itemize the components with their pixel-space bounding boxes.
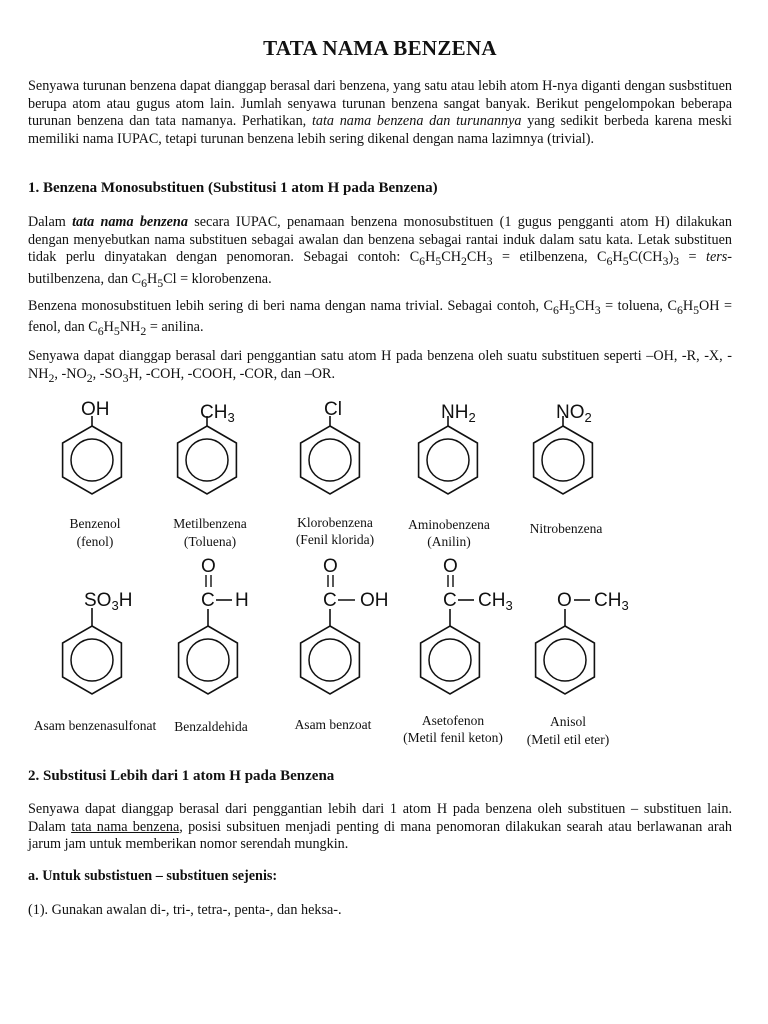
section1-paragraph-3: Senyawa dapat dianggap berasal dari penggantian satu atom H pada benzena oleh suatu substituen seperti –OH, -R, -X, $-NH_2$, $-NO_2$, $-SO_3H$, -COH, -COOH, -COR, dan –OR. — [28, 348, 732, 385]
chlorobenzene-structure — [296, 399, 374, 547]
s2p1-a: Senyawa dapat dianggap berasal dari penggantian lebih dari 1 atom H pada benzena oleh substituen – substituen lain. Dalam — [28, 801, 732, 835]
section2-heading: 2. Substitusi Lebih dari 1 atom H pada Benzena — [28, 768, 335, 784]
benzaldehyde-structure — [174, 556, 248, 734]
s1p1-end: = etilbenzena, — [492, 249, 588, 266]
section2-item-1: (1). Gunakan awalan di-, tri-, tetra-, penta-, dan heksa-. — [28, 902, 342, 918]
chlorobenzene-alt: (Fenil klorida) — [295, 532, 375, 547]
anisole-structure — [527, 590, 629, 747]
s1p1-a: Dalam — [28, 214, 73, 230]
toluene-alt: (Toluena) — [183, 534, 237, 549]
s1p2-d: = anilina. — [146, 319, 204, 336]
svg-text:O: O — [323, 556, 338, 577]
s1p1-b: secara IUPAC, penamaan benzena monosubstituen (1 gugus pengganti atom H) dilakukan dengan menyebutkan nama substituen sebagai awalan dan benzena sebagai rantai induk dalam satu kata. Letak substituen tidak perlu dinyatakan dengan penomoran. Sebagai contoh: C — [28, 214, 732, 266]
section1-paragraph-1: Dalam tata nama benzena secara IUPAC, penamaan benzena monosubstituen (1 gugus pengganti atom H) dilakukan dengan menyebutkan nama substituen sebagai awalan dan benzena sebagai rantai induk dalam satu kata. Letak substituen tidak perlu dinyatakan dengan penomoran. Sebagai contoh: $C_6H_5CH_2CH_3$ = etilbenzena, $C_6H_5C(CH_3)_3$ = ters-butilbenzena, dan $C_6H_5Cl$ = klorobenzena. — [28, 214, 733, 290]
chlorobenzene-group-label: Cl — [324, 399, 342, 420]
intro-text-2: yang sedikit berbeda karena meski memiliki nama IUPAC, tetapi turunan benzena lebih sering dikenal dengan nama lazimnya (trivial). — [28, 113, 732, 147]
benzoic-acid-structure — [295, 556, 389, 732]
svg-text:O: O — [201, 556, 216, 577]
phenol-alt: (fenol) — [76, 534, 114, 549]
intro-text-1: Senyawa turunan benzena dapat dianggap berasal dari benzena, yang satu atau lebih atom H-nya diganti dengan susbstituen berupa atom atau gugus atom lain. Jumlah senyawa turunan benzena sangat banyak. Berikut pengelompokan beberapa turunan benzena dan tata namanya. Perhatikan, — [28, 78, 732, 130]
sulfonic-group-label: $SO_3H$ — [84, 590, 133, 613]
phenol-group-label: OH — [81, 399, 110, 420]
acetophenone-alt: (Metil fenil keton) — [403, 730, 503, 745]
benzenesulfonic-name: Asam benzenasulfonat — [33, 718, 157, 733]
anisole-name: Anisol — [549, 714, 587, 729]
aniline-group-label: $NH_2$ — [441, 402, 476, 425]
toluene-name: Metilbenzena — [173, 516, 247, 531]
phenol-structure — [63, 399, 122, 549]
benzenesulfonic-acid-structure — [34, 590, 157, 733]
chlorobenzene-name: Klorobenzena — [297, 515, 373, 530]
s2p1-b: , posisi subsituen menjadi penting di mana penomoran dilakukan searah atau berlawanan arah jarum jam untuk memberikan nomor serendah mungkin. — [28, 818, 733, 853]
section2-paragraph-1 — [28, 801, 732, 854]
toluene-structure — [173, 402, 246, 549]
benzoic-acid-name: Asam benzoat — [294, 717, 372, 732]
acetophenone-structure — [403, 556, 513, 745]
s1p3-b: H, -COH, -COOH, -COR, dan –OR. — [128, 365, 336, 382]
svg-text:CH3: $CH_3$ — [594, 590, 629, 613]
toluene-group-label: $CH_3$ — [200, 402, 235, 425]
anisole-alt: (Metil etil eter) — [526, 732, 610, 747]
intro-italic: tata nama benzena dan turunannya — [311, 113, 522, 130]
tata-nama-benzena-link[interactable]: tata nama benzena — [71, 818, 180, 835]
svg-text:OH: OH — [360, 590, 389, 611]
acetophenone-name: Asetofenon — [421, 713, 485, 728]
s1p1-bold-italic: tata nama benzena — [72, 214, 188, 230]
aniline-name: Aminobenzena — [408, 517, 490, 532]
svg-text:C: C — [323, 590, 337, 611]
benzaldehyde-name: Benzaldehida — [174, 719, 248, 734]
s1p3-a: Senyawa dapat dianggap berasal dari penggantian satu atom H pada benzena oleh suatu substituen seperti –OH, -R, -X, -NH — [28, 348, 732, 382]
svg-text:CH3: $CH_3$ — [478, 590, 513, 613]
section2-sub-a: a. Untuk substistuen – substituen sejenis: — [28, 868, 278, 884]
nitrobenzene-structure — [530, 402, 603, 536]
s1p2-c: OH = fenol, dan C — [28, 298, 733, 336]
svg-text:O: O — [443, 556, 458, 577]
s1p2-b: = toluena, — [600, 298, 663, 314]
aniline-alt: (Anilin) — [427, 534, 471, 549]
s1p1-ters-rest: -butilbenzena, dan C — [28, 249, 733, 287]
page-title: TATA NAMA BENZENA — [263, 36, 497, 60]
section1-paragraph-2: Benzena monosubstituen lebih sering di beri nama dengan nama trivial. Sebagai contoh, $C_6H_5CH_3$ = toluena, $C_6H_5OH$ = fenol, dan $C_6H_5NH_2$ = anilina. — [28, 298, 733, 339]
section1-heading: 1. Benzena Monosubstituen (Substitusi 1 atom H pada Benzena) — [28, 180, 438, 196]
nitrobenzene-group-label: $NO_2$ — [556, 402, 592, 425]
phenol-name: Benzenol — [69, 516, 121, 531]
svg-text:C: C — [443, 590, 457, 611]
s1p1-ters: ters — [706, 249, 728, 266]
aniline-structure — [408, 402, 490, 549]
nitrobenzene-name: Nitrobenzena — [529, 521, 603, 536]
s1p2-a: Benzena monosubstituen lebih sering di beri nama dengan nama trivial. Sebagai contoh, C — [28, 298, 553, 314]
svg-text:H: H — [235, 590, 249, 611]
svg-text:O: O — [557, 590, 572, 611]
svg-text:C: C — [201, 590, 215, 611]
s1p1-last: Cl = klorobenzena. — [163, 270, 272, 287]
